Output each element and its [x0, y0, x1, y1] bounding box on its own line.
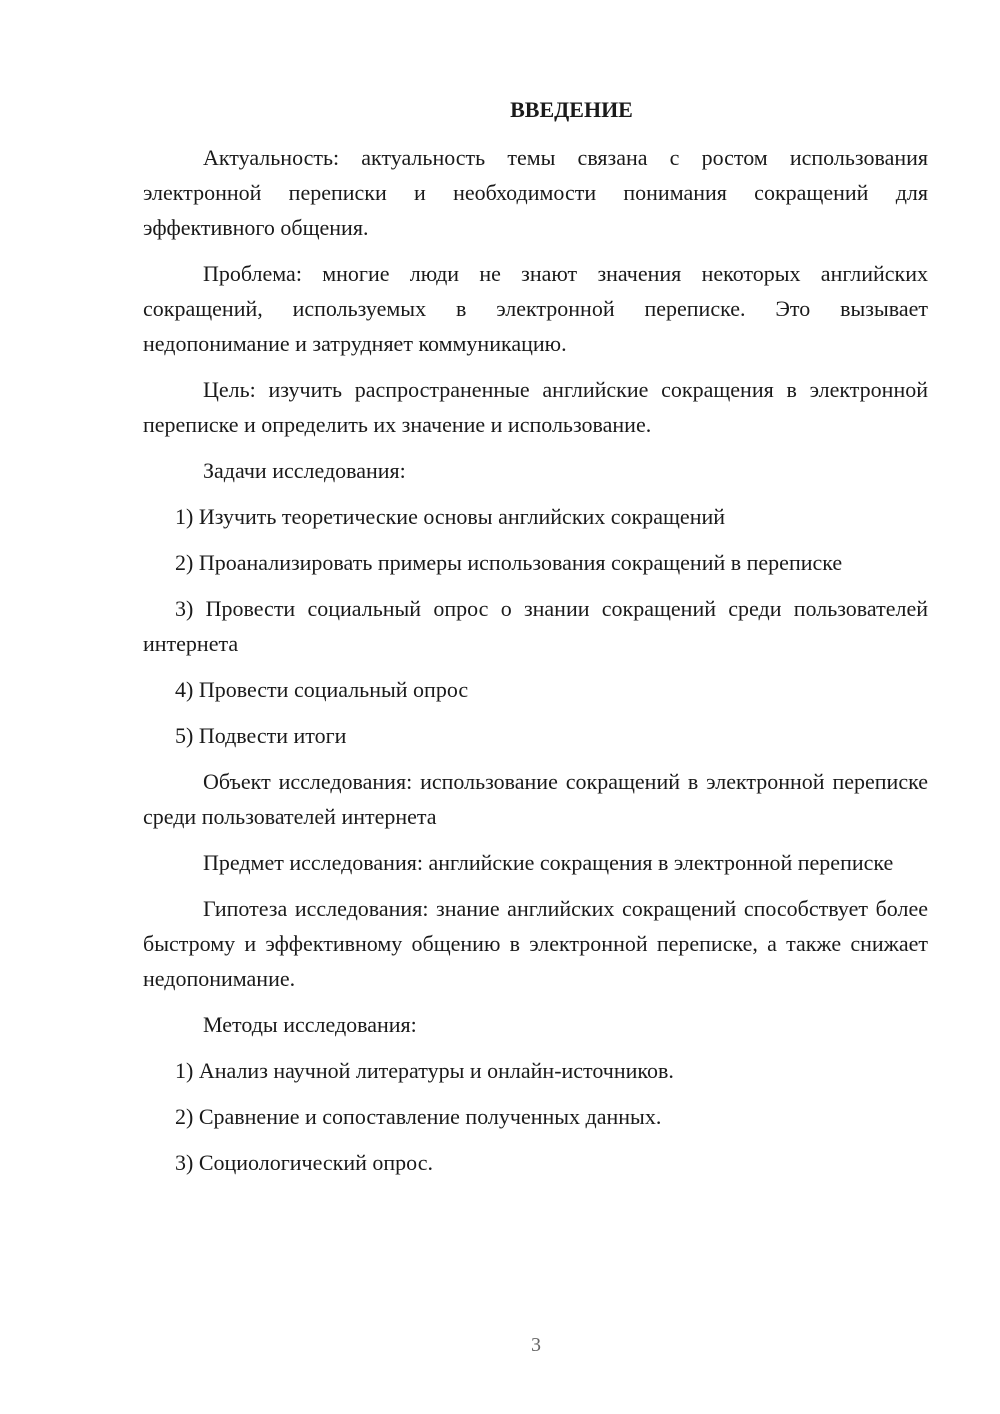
paragraph-subject: Предмет исследования: английские сокращения в электронной переписке — [203, 850, 894, 875]
page-number: 3 — [531, 1334, 541, 1356]
methods-heading: Методы исследования: — [203, 1012, 417, 1037]
task-item: 3) Провести социальный опрос о знании сокращений среди пользователей интернета — [143, 596, 928, 656]
paragraph-hypothesis: Гипотеза исследования: знание английских сокращений способствует более быстрому и эффективному общению в электронной переписке, а также снижает недопонимание. — [143, 896, 928, 991]
task-item: 1) Изучить теоретические основы английских сокращений — [175, 504, 726, 529]
method-item: 2) Сравнение и сопоставление полученных данных. — [175, 1104, 662, 1129]
paragraph-object: Объект исследования: использование сокращений в электронной переписке среди пользователей интернета — [143, 769, 928, 829]
page-title: ВВЕДЕНИЕ — [510, 97, 633, 122]
method-item: 1) Анализ научной литературы и онлайн-источников. — [175, 1058, 674, 1083]
paragraph-relevance: Актуальность: актуальность темы связана с ростом использования электронной переписки и необходимости понимания сокращений для эффективного общения. — [143, 145, 928, 240]
paragraph-goal: Цель: изучить распространенные английские сокращения в электронной переписке и определить их значение и использование. — [143, 377, 928, 437]
paragraph-problem: Проблема: многие люди не знают значения некоторых английских сокращений, используемых в электронной переписке. Это вызывает недопонимание и затрудняет коммуникацию. — [143, 261, 928, 356]
task-item: 4) Провести социальный опрос — [175, 677, 469, 702]
method-item: 3) Социологический опрос. — [175, 1150, 433, 1175]
tasks-heading: Задачи исследования: — [203, 458, 406, 483]
task-item: 5) Подвести итоги — [175, 723, 347, 748]
page-content — [143, 94, 928, 1191]
task-item: 2) Проанализировать примеры использования сокращений в переписке — [175, 550, 843, 575]
